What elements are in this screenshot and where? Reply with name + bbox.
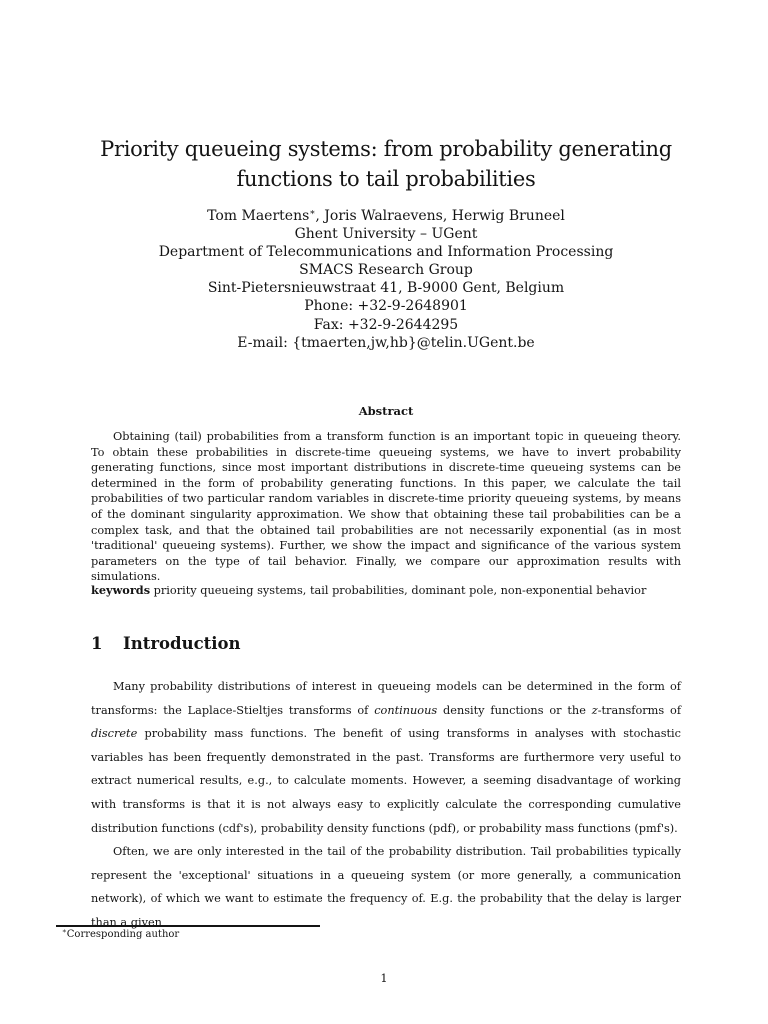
intro-text: probability mass functions. The benefit of using transforms in analyses with stochastic variables has been frequently demonstrated in the past. Transforms are furthermore very useful to extract numerical results, e.g., to calculate moments. However, a seeming disadvantage of working with transforms is that it is not always easy to explicitly calculate the corresponding cumulative distribution functions (cdf's), probability density functions (pdf), or probability mass functions (pmf's).	[91, 727, 681, 835]
footnote-text: Corresponding author	[66, 929, 180, 940]
section-heading	[91, 634, 241, 653]
footnote-rule	[56, 925, 320, 927]
author-names	[60, 207, 712, 225]
footnote-marker: ∗	[309, 208, 316, 218]
footnote	[62, 929, 179, 940]
first-author: Tom Maertens	[207, 208, 310, 224]
intro-paragraph-2: Often, we are only interested in the tail of the probability distribution. Tail probabilities typically represent the 'exceptional' situations in a queueing system (or more generally, a communication network), of which we want to estimate the frequency of. E.g. the probability that the delay is larger than a given	[91, 845, 681, 929]
affiliation-department: Department of Telecommunications and Information Processing	[158, 244, 614, 261]
paper-title: Priority queueing systems: from probability generating functions to tail probabilities	[100, 137, 672, 191]
affiliation-phone: Phone: +32-9-2648901	[304, 298, 468, 315]
affiliation-email: E-mail: {tmaerten,jw,hb}@telin.UGent.be	[237, 334, 535, 351]
affiliation-university: Ghent University – UGent	[294, 226, 478, 243]
affiliation-address: Sint-Pietersnieuwstraat 41, B-9000 Gent, Belgium	[207, 280, 565, 297]
keywords-label: keywords	[91, 583, 151, 597]
intro-paragraph-1	[91, 675, 681, 840]
abstract-text: Obtaining (tail) probabilities from a transform function is an important topic in queueing theory. To obtain these probabilities in discrete-time queueing systems, we have to invert probability generating functions, since most important distributions in discrete-time queueing systems can be determined in the form of probability generating functions. In this paper, we calculate the tail probabilities of two particular random variables in discrete-time priority queueing systems, by means of the dominant singularity approximation. We show that obtaining these tail probabilities can be a complex task, and that the obtained tail probabilities are not necessarily exponential (as in most 'traditional' queueing systems). Further, we show the impact and significance of the various system parameters on the type of tail behavior. Finally, we compare our approximation results with simulations.	[91, 430, 681, 584]
section-title: Introduction	[123, 634, 241, 653]
keywords-line	[91, 583, 691, 598]
co-authors: , Joris Walraevens, Herwig Bruneel	[315, 208, 565, 224]
affiliation-group: SMACS Research Group	[299, 262, 473, 279]
emphasis-text: continuous	[374, 703, 438, 717]
affiliation-fax: Fax: +32-9-2644295	[313, 316, 459, 333]
section-number: 1	[91, 634, 103, 653]
intro-text: density functions or the	[437, 703, 592, 717]
page-number: 1	[380, 972, 388, 985]
footnote-mark: ∗	[62, 927, 67, 935]
author-block	[60, 207, 712, 352]
math-variable: z	[591, 703, 598, 717]
introduction-body	[91, 675, 681, 935]
intro-text: -transforms of	[597, 703, 681, 717]
keywords-text: priority queueing systems, tail probabilities, dominant pole, non-exponential behavior	[153, 584, 647, 597]
abstract-heading: Abstract	[358, 404, 414, 418]
emphasis-text: discrete	[91, 727, 138, 741]
intro-text: Many probability distributions of interest in queueing models can be determined in the form of transforms: the Laplace-Stieltjes transforms of	[91, 680, 681, 717]
